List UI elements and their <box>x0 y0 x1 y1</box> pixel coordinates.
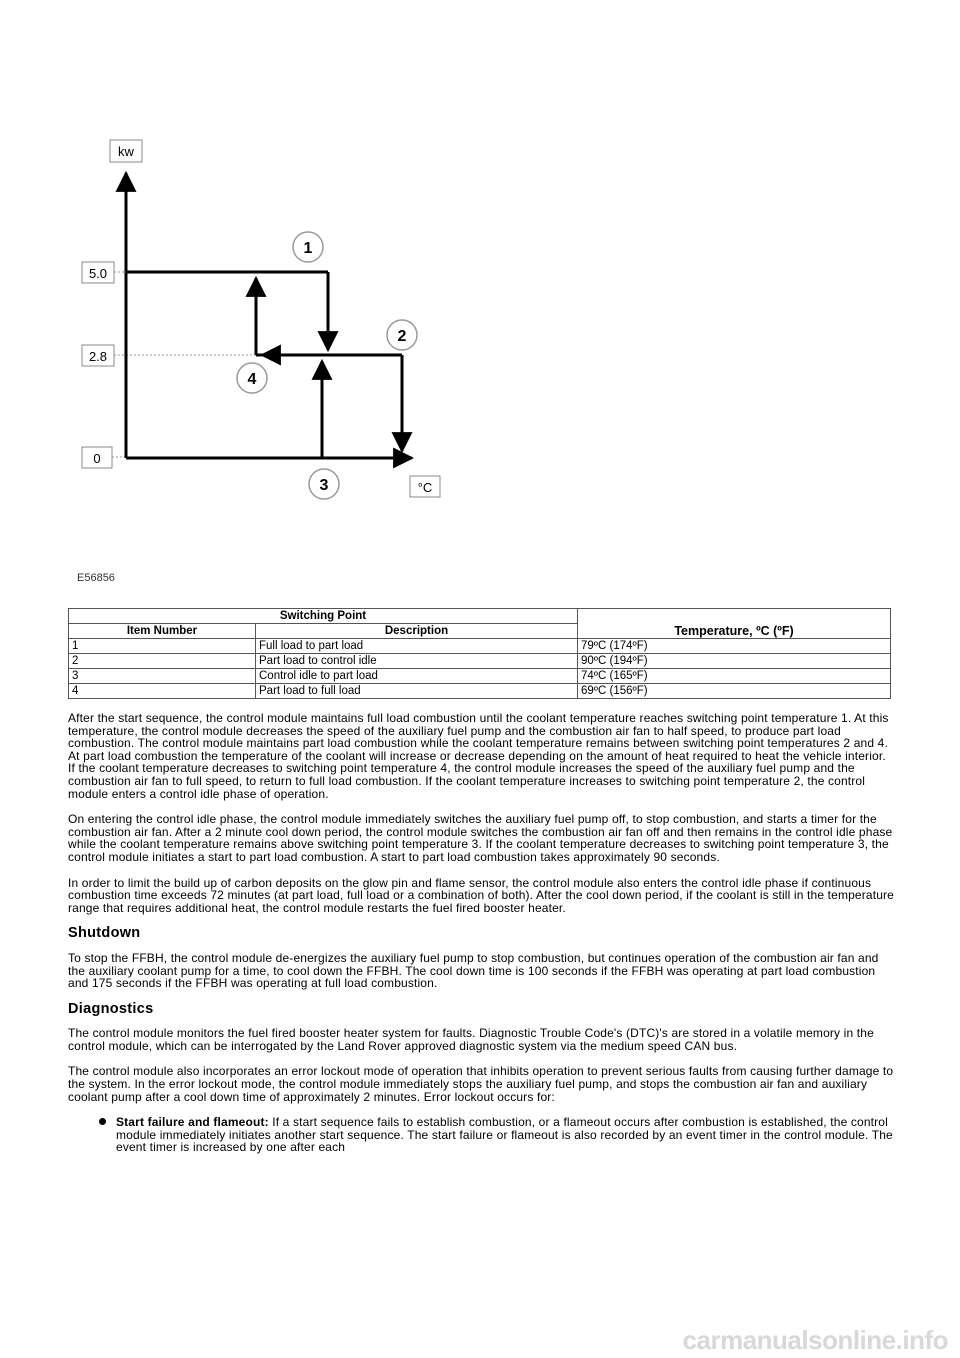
x-unit-box <box>410 476 440 497</box>
switching-point-table <box>68 608 891 699</box>
y-level-0 <box>82 447 112 468</box>
paragraph-switching: After the start sequence, the control module maintains full load combustion until the coolant temperature reaches switching point temperature 1. At this temperature, the control module decreases the speed of the auxiliary fuel pump and the combustion air fan to half speed, to produce part load combustion. The control module maintains part load combustion while the coolant temperature remains between switching point temperatures 2 and 4. At part load combustion the temperature of the coolant will increase or decrease depending on the amount of heat required to heat the vehicle interior. If the coolant temperature decreases to switching point temperature 4, the control module increases the speed of the auxiliary fuel pump and the combustion air fan to full speed, to return to full load combustion. If the coolant temperature increases to switching point temperature 2, the control module enters a control idle phase of operation. <box>68 711 889 801</box>
cell-temperature: 74ºC (165ºF) <box>578 669 891 684</box>
cell-item: 2 <box>69 654 256 669</box>
cell-item: 1 <box>69 639 256 654</box>
svg-text:°C: °C <box>417 480 433 495</box>
callout-4 <box>237 363 267 393</box>
table-row <box>69 684 891 699</box>
cell-description: Part load to control idle <box>256 654 578 669</box>
heading-shutdown: Shutdown <box>68 925 141 942</box>
cell-temperature: 69ºC (156ºF) <box>578 684 891 699</box>
cell-description: Part load to full load <box>256 684 578 699</box>
watermark: carmanualsonline.info <box>682 1325 948 1355</box>
table-row <box>69 669 891 684</box>
bullet-text: If a start sequence fails to establish combustion, or a flameout occurs after combustion is established, the control module immediately initiates another start sequence. The start failure or flameout is also recorded by an event timer in the control module. The event timer is increased by one after each <box>116 1115 893 1155</box>
cell-item: 3 <box>69 669 256 684</box>
bullet-dot-icon <box>99 1118 106 1125</box>
table-header-item: Item Number <box>69 624 256 639</box>
table-group-header: Switching Point <box>69 609 578 624</box>
bullet-label: Start failure and flameout: <box>116 1115 269 1130</box>
bullet-start-failure <box>68 1116 894 1154</box>
cell-description: Control idle to part load <box>256 669 578 684</box>
cell-description: Full load to part load <box>256 639 578 654</box>
callout-3 <box>309 469 339 499</box>
svg-text:1: 1 <box>303 240 313 257</box>
svg-text:2: 2 <box>397 328 407 345</box>
callout-1 <box>293 232 328 262</box>
table-row <box>69 654 891 669</box>
paragraph-control-idle: On entering the control idle phase, the control module immediately switches the auxiliary fuel pump off, to stop combustion, and starts a timer for the combustion air fan. After a 2 minute cool down period, the control module switches the combustion air fan off and then remains in the control idle phase while the coolant temperature remains above switching point temperature 3. If the coolant temperature decreases to switching point temperature 3, the control module initiates a start to part load combustion. A start to part load combustion takes approximately 90 seconds. <box>68 812 893 864</box>
document-body <box>68 712 894 1154</box>
table-header-temperature: Temperature, ºC (ºF) <box>578 609 891 639</box>
svg-text:2.8: 2.8 <box>88 349 108 364</box>
cell-temperature: 90ºC (194ºF) <box>578 654 891 669</box>
cell-temperature: 79ºC (174ºF) <box>578 639 891 654</box>
paragraph-diagnostics: The control module monitors the fuel fired booster heater system for faults. Diagnostic Trouble Code's (DTC)'s are stored in a volatile memory in the control module, which can be interrogated by the Land Rover approved diagnostic system via the medium speed CAN bus. <box>68 1026 874 1053</box>
svg-text:0: 0 <box>93 451 101 466</box>
heading-diagnostics: Diagnostics <box>68 1000 154 1017</box>
svg-text:kw: kw <box>118 144 134 159</box>
table-row <box>69 639 891 654</box>
y-unit-box <box>110 140 142 162</box>
paragraph-shutdown: To stop the FFBH, the control module de-energizes the auxiliary fuel pump to stop combustion, but continues operation of the combustion air fan and the auxiliary coolant pump for a time, to cool down the FFBH. The cool down time is 100 seconds if the FFBH was operating at part load combustion and 175 seconds if the FFBH was operating at full load combustion. <box>68 950 879 991</box>
callout-2 <box>387 320 417 350</box>
figure-id: E56856 <box>77 572 115 584</box>
svg-text:3: 3 <box>319 477 329 494</box>
y-level-5-0 <box>82 262 114 283</box>
y-level-2-8 <box>82 345 114 366</box>
svg-text:5.0: 5.0 <box>88 266 108 281</box>
cell-item: 4 <box>69 684 256 699</box>
paragraph-error-lockout: The control module also incorporates an error lockout mode of operation that inhibits operation to prevent serious faults from causing further damage to the system. In the error lockout mode, the control module immediately stops the auxiliary fuel pump, and stops the combustion air fan and auxiliary coolant pump after a cool down time of approximately 2 minutes. Error lockout occurs for: <box>68 1064 894 1104</box>
switching-point-diagram <box>60 128 480 588</box>
svg-text:4: 4 <box>247 371 257 388</box>
table-header-description: Description <box>256 624 578 639</box>
paragraph-carbon-limit: In order to limit the build up of carbon deposits on the glow pin and flame sensor, the control module also enters the control idle phase if continuous combustion time exceeds 72 minutes (at part load, full load or a combination of both). After the cool down period, if the coolant is still in the temperature range that requires additional heat, the control module restarts the fuel fired booster heater. <box>68 875 894 915</box>
